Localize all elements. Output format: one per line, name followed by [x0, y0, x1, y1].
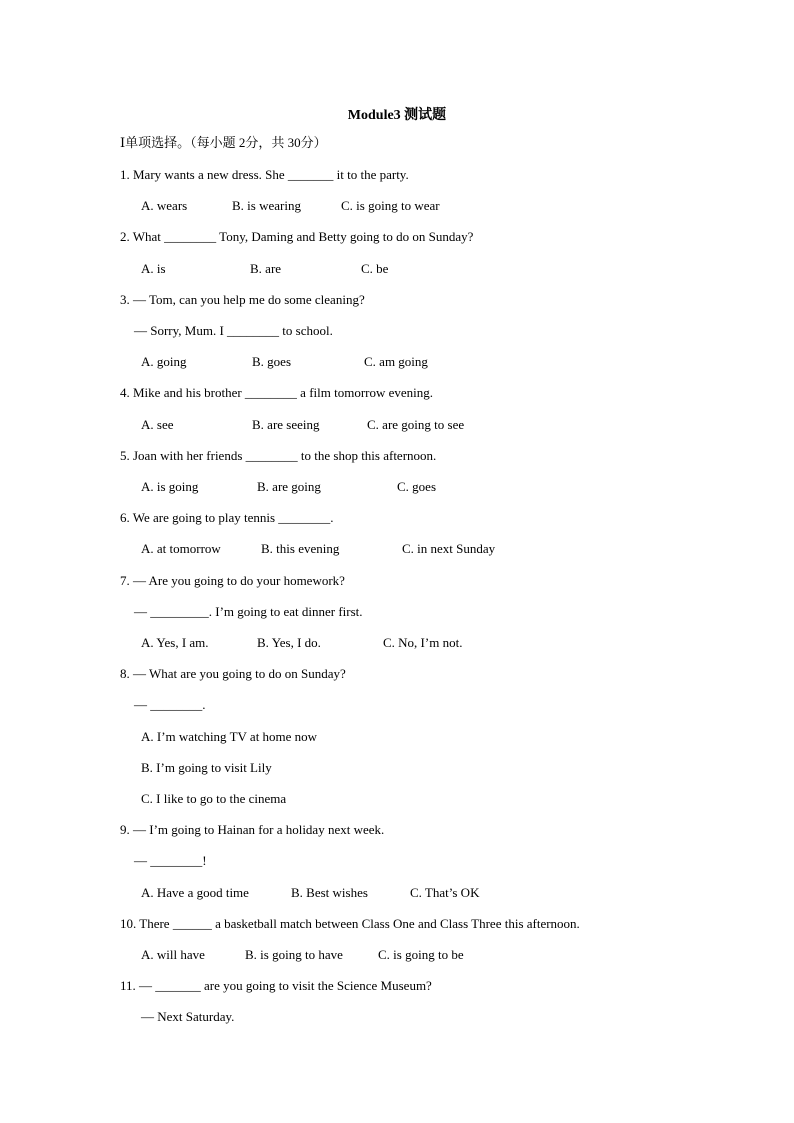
- question-10-option-b: B. is going to have: [245, 947, 343, 962]
- question-7-option-b: B. Yes, I do.: [257, 635, 321, 650]
- question-8-option-a: A. I’m watching TV at home now: [141, 729, 318, 744]
- question-8-stem: 8. — What are you going to do on Sunday?: [120, 666, 346, 681]
- question-8-option-c: C. I like to go to the cinema: [141, 791, 287, 806]
- question-1-option-c: C. is going to wear: [341, 198, 440, 213]
- question-6-option-a: A. at tomorrow: [141, 541, 221, 556]
- question-3-option-a: A. going: [141, 354, 187, 369]
- page-title: Module3 测试题: [347, 108, 447, 123]
- question-4-option-a: A. see: [141, 417, 174, 432]
- question-1-option-b: B. is wearing: [232, 198, 301, 213]
- question-8-option-b: B. I’m going to visit Lily: [141, 760, 272, 775]
- question-9-reply: — ________!: [134, 853, 207, 868]
- question-10-stem: 10. There ______ a basketball match between Class One and Class Three this afternoon.: [120, 916, 580, 931]
- question-4-option-b: B. are seeing: [252, 417, 320, 432]
- question-7-reply: — _________. I’m going to eat dinner first.: [134, 604, 363, 619]
- question-11-reply: — Next Saturday.: [141, 1009, 235, 1024]
- question-7-stem: 7. — Are you going to do your homework?: [120, 573, 345, 588]
- question-5-option-a: A. is going: [141, 479, 199, 494]
- question-3-option-c: C. am going: [364, 354, 428, 369]
- question-6-option-c: C. in next Sunday: [402, 541, 496, 556]
- question-2-option-b: B. are: [250, 261, 282, 276]
- question-9-option-c: C. That’s OK: [410, 885, 480, 900]
- question-2-option-a: A. is: [141, 261, 166, 276]
- question-5-stem: 5. Joan with her friends ________ to the shop this afternoon.: [120, 448, 437, 463]
- question-2-stem: 2. What ________ Tony, Daming and Betty going to do on Sunday?: [120, 229, 474, 244]
- question-8-reply: — ________.: [134, 697, 206, 712]
- question-1-stem: 1. Mary wants a new dress. She _______ it to the party.: [120, 167, 409, 182]
- question-6-option-b: B. this evening: [261, 541, 340, 556]
- question-4-stem: 4. Mike and his brother ________ a film tomorrow evening.: [120, 385, 434, 400]
- question-2-option-c: C. be: [361, 261, 389, 276]
- section-heading: Ⅰ单项选择。（每小题 2分，共 30分）: [120, 135, 327, 150]
- question-9-option-a: A. Have a good time: [141, 885, 249, 900]
- question-3-option-b: B. goes: [252, 354, 291, 369]
- question-7-option-c: C. No, I’m not.: [383, 635, 463, 650]
- question-5-option-b: B. are going: [257, 479, 321, 494]
- question-7-option-a: A. Yes, I am.: [141, 635, 209, 650]
- question-3-reply: — Sorry, Mum. I ________ to school.: [134, 323, 333, 338]
- question-1-option-a: A. wears: [141, 198, 188, 213]
- question-6-stem: 6. We are going to play tennis ________.: [120, 510, 334, 525]
- question-5-option-c: C. goes: [397, 479, 436, 494]
- question-10-option-c: C. is going to be: [378, 947, 464, 962]
- question-9-stem: 9. — I’m going to Hainan for a holiday next week.: [120, 822, 385, 837]
- question-4-option-c: C. are going to see: [367, 417, 465, 432]
- question-10-option-a: A. will have: [141, 947, 205, 962]
- question-11-stem: 11. — _______ are you going to visit the Science Museum?: [120, 978, 432, 993]
- question-3-stem: 3. — Tom, can you help me do some cleaning?: [120, 292, 365, 307]
- question-9-option-b: B. Best wishes: [291, 885, 368, 900]
